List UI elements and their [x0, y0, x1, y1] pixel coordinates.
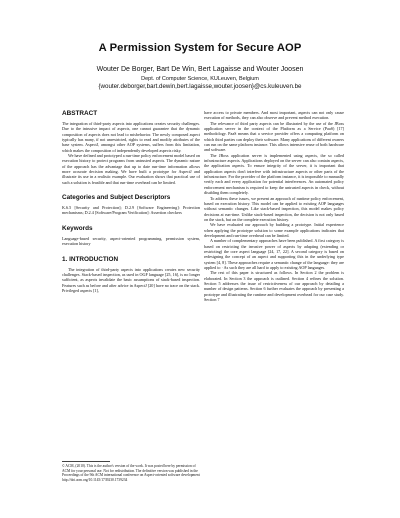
footnote-rule [62, 461, 110, 462]
abstract-paragraph: We have defined and prototyped a run-time policy enforcement model based on execution history to protect programs from untrusted aspects. The dynamic nature of the approach has the advantage that up to date run-time information allows more accurate decision making. We have built a prototype for AspectJ and illustrate its use in a realistic example. Our evaluation shows that practical use of such a solution is feasible and that run-time overhead can be limited. [62, 153, 201, 185]
keywords-heading: Keywords [62, 224, 93, 232]
affiliation: Dept. of Computer Science, KULeuven, Belgium [141, 76, 259, 82]
abstract-paragraph: The integration of third-party aspects into applications creates security challenges. Due to the intrusive impact of aspects, one cannot guarantee that the dynamic composition of aspects does not lead to misbehavior. The newly composed aspect typically has many, if not unrestricted, rights to read and modify attributes of the base system. AspectJ, amongst other AOP systems, suffers from this limitation, which makes the composition of independently developed aspects risky. [62, 121, 200, 153]
body-paragraph: The rest of this paper is structured as follows. In Section 2 the problem is elaborated. In Section 3 the approach is outlined. Section 4 refines the solution. Section 5 addresses the issue of restrictiveness of our approach by detailing a number of design patterns. Section 6 further evaluates the approach by presenting a prototype and illustrating the runtime and development overhead for our case study. Section 7 [204, 270, 344, 303]
categories-text: K.6.5 [Security and Protection]; D.2.9 [Software Engineering]: Protection mechanisms; D.2.4 [Software/Program Verification]: Assertion checkers [62, 205, 200, 216]
keywords-text: Language-based security, aspect-oriented programming, permission system, execution history [62, 235, 200, 247]
body-paragraph: To address these issues, we present an approach of runtime policy enforcement, based on execution history. This model can be applied to existing AOP languages without semantic changes. Like stack-based inspection, this model makes policy decisions at run-time. Unlike stack-based inspection, the decision is not only based on the stack, but on the complete execution history. [204, 195, 344, 222]
introduction-paragraph: The integration of third-party aspects into applications creates new security challenges. Stack-based inspection, as used in OGF language [25, 16], is no longer sufficient, as aspects invalidate the basic assumptions of stack-based inspection. Features such as before and after advice in AspectJ [20] have no trace on the stack. Privileged aspects [1], [62, 266, 200, 293]
body-paragraph: The relevance of third party aspects can be illustrated by the use of the JBoss application server in the context of the Platform as a Service (PaaS) [17] methodology. PaaS means that a service provider offers a computing platform on which third parties can deploy their software. Many applications of different owners can run on the same platform instance. This allows intensive reuse of both hardware and software. [204, 120, 344, 153]
body-paragraph: A number of complementary approaches have been published. A first category is based on restricting the invasive power of aspects by adapting (extending or restricting) the core aspect language [24, 17, 22]. A second category is based on redesigning the concept of an aspect and supporting this in the underlying type system [4, 8]. These approaches require a semantic change of the language: they are applied to · As such they are all hard to apply to existing AOP languages. [204, 238, 344, 270]
body-paragraph: We have evaluated our approach by building a prototype. Initial experience when applying the prototype solution to some example applications indicates that development and run-time overhead can be limited. [204, 222, 344, 238]
left-column [62, 110, 200, 293]
body-paragraph: have access to private members. And most important, aspects can not only cause execution of methods, they can also observe and prevent method execution. [204, 110, 344, 121]
author-list: Wouter De Borger, Bart De Win, Bert Lagaisse and Wouter Joosen [96, 66, 304, 73]
body-paragraph: The JBoss application server is implemented using aspects, the so called infrastructure aspects. Applications deployed on the server can also contain aspects, the application aspects. To ensure integrity of the server, it is important that application aspects don't interfere with infrastructure aspects or other parts of the infrastructure. For the provider of the platform instance, it is impossible to manually verify each and every application for potential interferences. An automated policy enforcement mechanism is required to keep the untrusted aspects in check, without disabling them completely. [204, 152, 344, 196]
introduction-heading: 1. INTRODUCTION [62, 255, 119, 263]
author-emails: {wouter.deborger,bart.dewin,bert.lagaisse,wouter.joosen}@cs.kuleuven.be [98, 83, 302, 90]
abstract-heading: ABSTRACT [62, 110, 98, 117]
copyright-footnote: © ACM, (2010). This is the author's version of the work. It was posted here by permission of ACM for your personal use. Not for redistribution. The definitive version was published in the Proceedings of the 9th ACM international conference on Aspect-oriented software development http://doi.acm.org/10.1145/1739230.1739234 [62, 464, 200, 482]
right-column [204, 110, 344, 302]
paper-title: A Permission System for Secure AOP [98, 42, 302, 54]
categories-heading: Categories and Subject Descriptors [62, 194, 171, 202]
